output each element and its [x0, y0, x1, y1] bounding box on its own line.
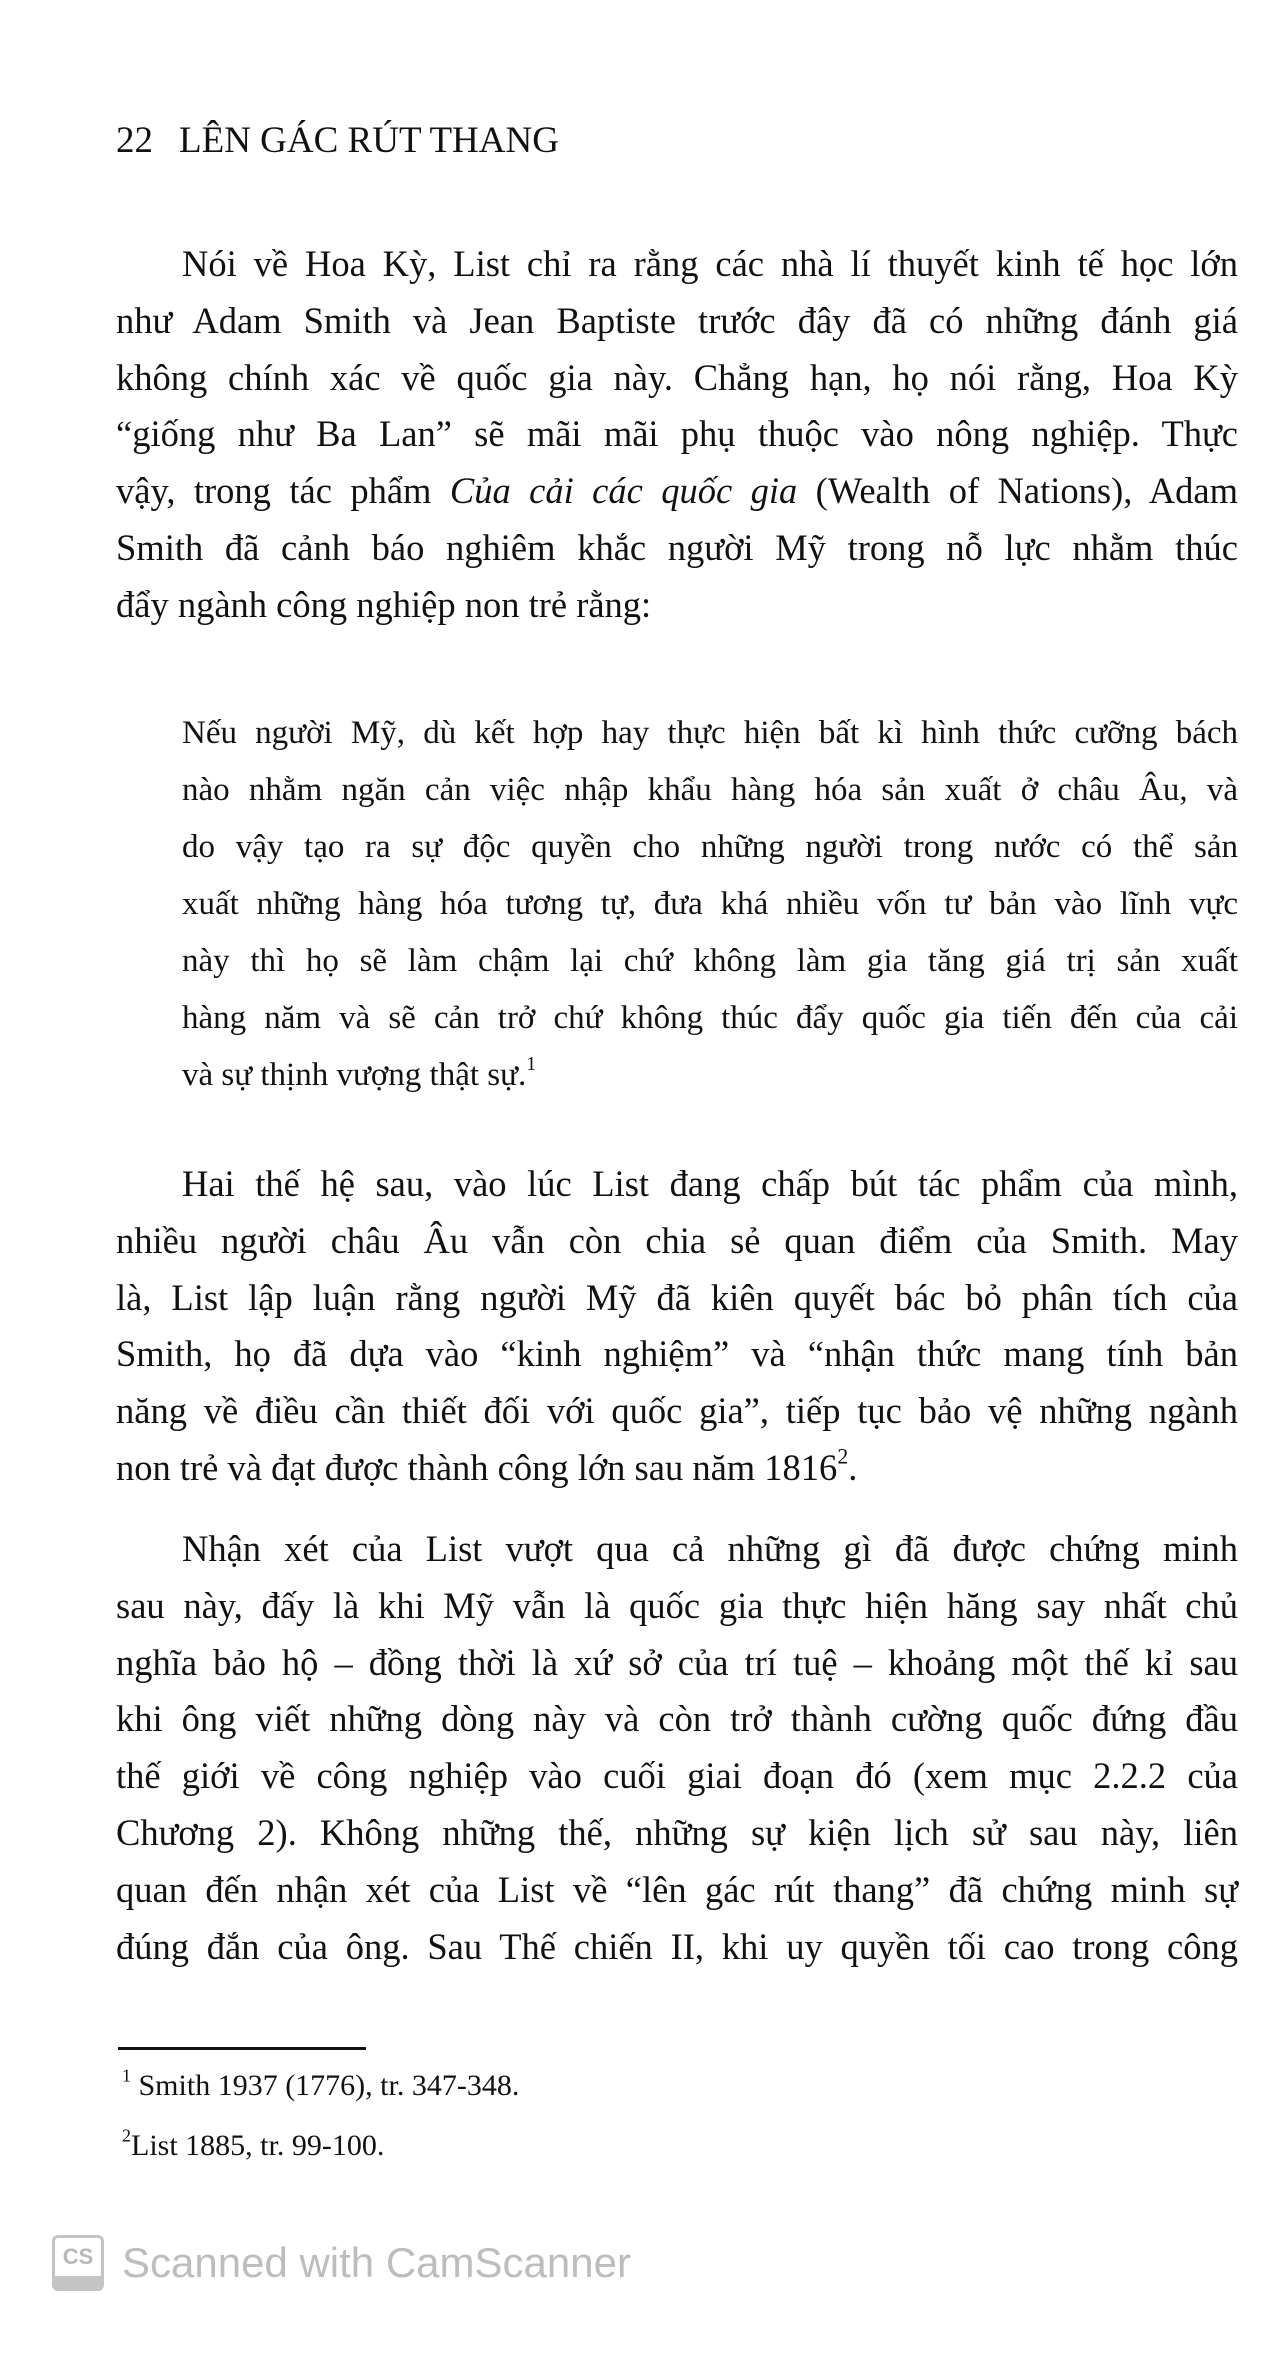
page-number: 22 [116, 120, 153, 161]
text-line: nhiều người châu Âu vẫn còn chia sẻ quan điểm của Smith. May [116, 1219, 1238, 1261]
text-line: không chính xác về quốc gia này. Chẳng hạn, họ nói rằng, Hoa Kỳ [116, 356, 1238, 398]
footnote-1 [122, 2066, 519, 2106]
running-header [116, 116, 559, 166]
text-segment: và sự thịnh vượng thật sự. [182, 1057, 527, 1093]
footnote-2 [122, 2126, 384, 2166]
text-segment: . [848, 1446, 858, 1488]
quote-line: này thì họ sẽ làm chậm lại chứ không làm gia tăng giá trị sản xuất [182, 943, 1238, 979]
text-line: Nói về Hoa Kỳ, List chỉ ra rằng các nhà lí thuyết kinh tế học lớn [182, 243, 1238, 284]
text-line: nghĩa bảo hộ – đồng thời là xứ sở của trí tuệ – khoảng một thế kỉ sau [116, 1641, 1238, 1683]
book-title: Của cải các quốc gia [449, 470, 798, 512]
text-line: Smith đã cảnh báo nghiêm khắc người Mỹ trong nỗ lực nhằm thúc [116, 526, 1238, 568]
text-line: năng về điều cần thiết đối với quốc gia”, tiếp tục bảo vệ những ngành [116, 1390, 1238, 1432]
footnote-ref-2[interactable]: 2 [837, 1443, 849, 1469]
text-line: Chương 2). Không những thế, những sự kiện lịch sử sau này, liên [116, 1811, 1238, 1853]
quote-line: Nếu người Mỹ, dù kết hợp hay thực hiện bất kì hình thức cưỡng bách [182, 715, 1238, 751]
text-line: đúng đắn của ông. Sau Thế chiến II, khi uy quyền tối cao trong công [116, 1925, 1238, 1967]
block-quote [182, 705, 1238, 1104]
text-line: Smith, họ đã dựa vào “kinh nghiệm” và “nhận thức mang tính bản [116, 1333, 1238, 1375]
text-segment: non trẻ và đạt được thành công lớn sau năm 1816 [116, 1446, 838, 1488]
text-line: như Adam Smith và Jean Baptiste trước đây đã có những đánh giá [116, 299, 1238, 341]
paragraph-1 [116, 236, 1238, 634]
text-line: sau này, đấy là khi Mỹ vẫn là quốc gia thực hiện hăng say nhất chủ [116, 1584, 1238, 1626]
footnote-divider [118, 2047, 366, 2050]
quote-line: nào nhằm ngăn cản việc nhập khẩu hàng hóa sản xuất ở châu Âu, và [182, 772, 1238, 808]
text-line [116, 463, 1238, 520]
text-segment: (Wealth of Nations), Adam [797, 470, 1238, 512]
quote-line [182, 1047, 1238, 1104]
text-segment: vậy, trong tác phẩm [116, 470, 450, 512]
text-line: khi ông viết những dòng này và còn trở thành cường quốc đứng đầu [116, 1698, 1238, 1740]
footnote-mark: 2 [122, 2125, 131, 2146]
running-title: LÊN GÁC RÚT THANG [179, 120, 559, 161]
watermark-text: Scanned with CamScanner [122, 2239, 631, 2286]
text-line: “giống như Ba Lan” sẽ mãi mãi phụ thuộc vào nông nghiệp. Thực [116, 413, 1238, 455]
text-line: thế giới về công nghiệp vào cuối giai đoạn đó (xem mục 2.2.2 của [116, 1755, 1238, 1797]
quote-line: do vậy tạo ra sự độc quyền cho những người trong nước có thể sản [182, 829, 1238, 865]
footnote-text: Smith 1937 (1776), tr. 347-348. [138, 2069, 520, 2102]
text-line [116, 1440, 1238, 1497]
camscanner-watermark [52, 2233, 631, 2293]
text-line: là, List lập luận rằng người Mỹ đã kiên quyết bác bỏ phân tích của [116, 1276, 1238, 1318]
text-line: đẩy ngành công nghiệp non trẻ rằng: [116, 583, 652, 625]
footnote-ref-1[interactable]: 1 [526, 1053, 537, 1076]
text-line: Nhận xét của List vượt qua cả những gì đã được chứng minh [182, 1528, 1238, 1569]
footnote-text: List 1885, tr. 99-100. [131, 2129, 385, 2162]
paragraph-3 [116, 1521, 1238, 1975]
text-line: Hai thế hệ sau, vào lúc List đang chấp bút tác phẩm của mình, [182, 1163, 1238, 1204]
footnote-mark: 1 [122, 2065, 131, 2086]
text-line: quan đến nhận xét của List về “lên gác rút thang” đã chứng minh sự [116, 1868, 1238, 1910]
camscanner-logo-icon: CS [52, 2235, 104, 2291]
quote-line: xuất những hàng hóa tương tự, đưa khá nhiều vốn tư bản vào lĩnh vực [182, 886, 1238, 922]
paragraph-2 [116, 1156, 1238, 1497]
quote-line: hàng năm và sẽ cản trở chứ không thúc đẩy quốc gia tiến đến của cải [182, 1000, 1238, 1036]
